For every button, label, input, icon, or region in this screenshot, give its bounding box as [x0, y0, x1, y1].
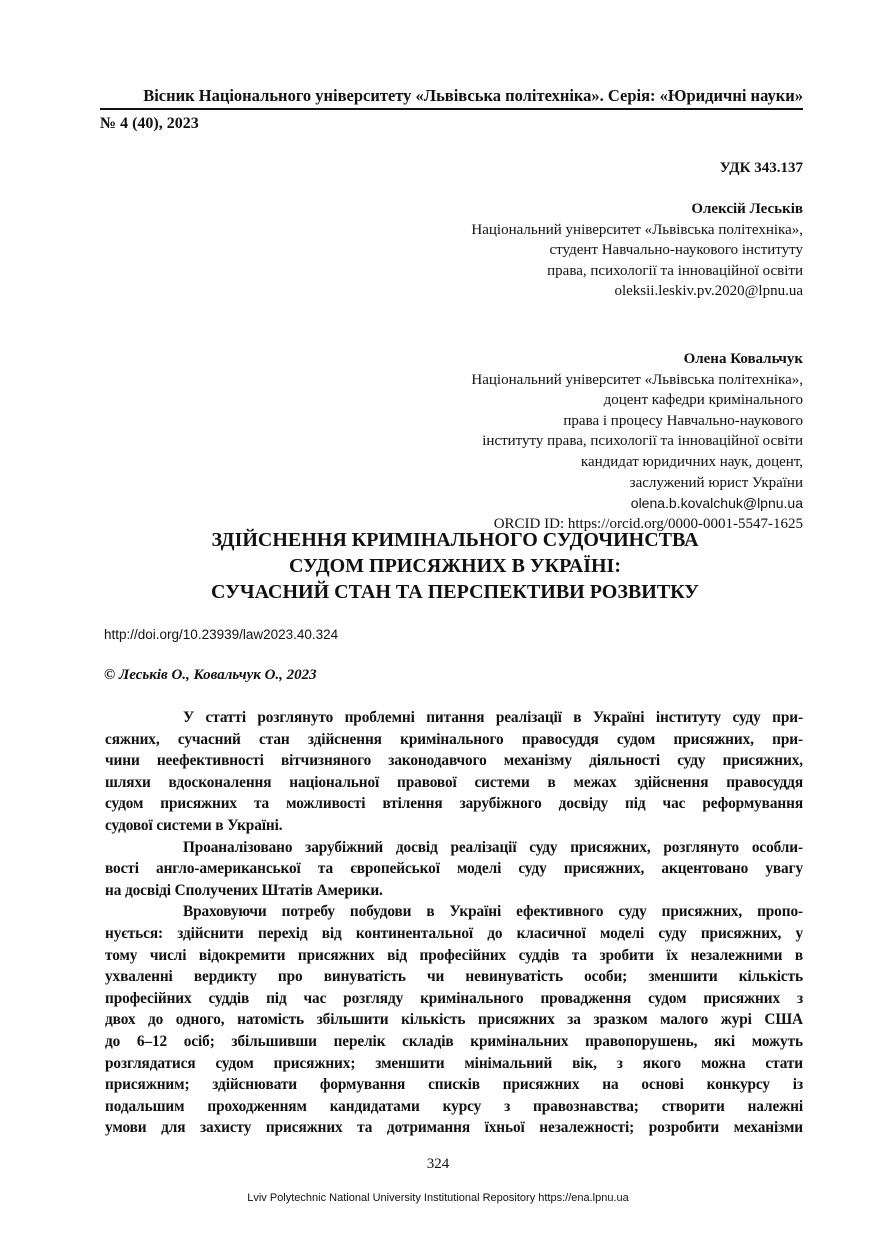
affiliation-line: заслужений юрист України	[629, 474, 803, 491]
orcid-link[interactable]: ORCID ID: https://orcid.org/0000-0001-5547-1625	[493, 515, 803, 532]
title-line: СУЧАСНИЙ СТАН ТА ПЕРСПЕКТИВИ РОЗВИТКУ	[211, 581, 699, 603]
article-title	[100, 527, 810, 605]
abstract-line: до 6–12 осіб; збільшивши перелік складів кримінальних правопорушень, які можуть	[105, 1032, 803, 1050]
author-email[interactable]: olena.b.kovalchuk@lpnu.ua	[630, 495, 803, 512]
doi-link[interactable]: http://doi.org/10.23939/law2023.40.324	[104, 627, 339, 642]
affiliation-line: права і процесу Навчально-наукового	[563, 412, 803, 429]
affiliation-line: інституту права, психології та інноваційної освіти	[482, 433, 803, 450]
affiliation-line: кандидат юридичних наук, доцент,	[580, 453, 803, 470]
author-name: Олена Ковальчук	[683, 351, 803, 367]
affiliation-line: Національний університет «Львівська політехніка»,	[471, 221, 803, 238]
udk-code: УДК 343.137	[719, 160, 803, 176]
header-divider	[100, 108, 803, 110]
page-number: 324	[426, 1156, 450, 1172]
abstract-line: нується: здійснити перехід від континентальної до класичної моделі суду присяжних, у	[105, 924, 803, 942]
copyright: © Леськів О., Ковальчук О., 2023	[104, 667, 317, 683]
affiliation-line: студент Навчально-наукового інституту	[549, 242, 803, 259]
issue-number: № 4 (40), 2023	[100, 115, 199, 132]
abstract-line: Враховуючи потребу побудови в Україні ефективного суду присяжних, пропо-	[183, 903, 803, 921]
repository-footer: Lviv Polytechnic National University Institutional Repository https://ena.lpnu.ua	[247, 1192, 629, 1204]
author-block	[471, 349, 803, 534]
affiliation-line: права, психології та інноваційної освіти	[547, 262, 803, 279]
abstract-line: Проаналізовано зарубіжний досвід реалізації суду присяжних, розглянуто особли-	[183, 838, 803, 856]
abstract-line: сяжних, сучасний стан здійснення кримінального правосуддя судом присяжних, при-	[105, 730, 803, 748]
abstract-line: подальшим проходженням кандидатами курсу з правознавства; створити належні	[105, 1097, 803, 1115]
abstract-line: умови для захисту присяжних та дотримання їхньої незалежності; розробити механізми	[105, 1119, 803, 1137]
abstract-line: тому числі відокремити присяжних від професійних суддів та зробити їх незалежними в	[105, 946, 803, 964]
abstract-line: чини неефективності вітчизняного законодавчого механізму діяльності суду присяжних,	[105, 752, 803, 770]
title-line: СУДОМ ПРИСЯЖНИХ В УКРАЇНІ:	[289, 555, 621, 577]
abstract-line: судової системи в Україні.	[105, 816, 283, 834]
abstract-line: присяжним; здійснювати формування списків присяжних на основі конкурсу із	[105, 1076, 803, 1094]
abstract-line: на досвіді Сполучених Штатів Америки.	[105, 881, 383, 899]
abstract-line: У статті розглянуто проблемні питання реалізації в Україні інституту суду при-	[183, 709, 803, 726]
abstract-line: шляхи вдосконалення національної правової системи в межах здійснення правосуддя	[105, 773, 803, 791]
author-block	[471, 199, 803, 302]
abstract-line: двох до одного, натомість збільшити кількість присяжних за зразком малого журі США	[105, 1011, 803, 1029]
abstract-line: вості англо-американської та європейської моделі суду присяжних, акцентовано увагу	[105, 860, 803, 878]
abstract-line: ухваленні вердикту про винуватість чи невинуватість особи; зменшити кількість	[105, 968, 803, 986]
abstract-line: розглядатися судом присяжних; зменшити мінімальний вік, з якого можна стати	[105, 1054, 803, 1072]
author-email[interactable]: oleksii.leskiv.pv.2020@lpnu.ua	[614, 283, 803, 300]
affiliation-line: доцент кафедри кримінального	[603, 392, 803, 409]
abstract	[105, 707, 803, 1139]
affiliation-line: Національний університет «Львівська політехніка»,	[471, 371, 803, 388]
author-name: Олексій Леськів	[691, 201, 803, 217]
abstract-line: судом присяжних та можливості втілення зарубіжного досвіду під час реформування	[105, 795, 803, 813]
journal-title: Вісник Національного університету «Львівська політехніка». Серія: «Юридичні науки»	[143, 86, 803, 105]
abstract-line: професійних суддів під час розгляду кримінального провадження судом присяжних з	[105, 989, 803, 1007]
title-line: ЗДІЙСНЕННЯ КРИМІНАЛЬНОГО СУДОЧИНСТВА	[211, 529, 699, 551]
